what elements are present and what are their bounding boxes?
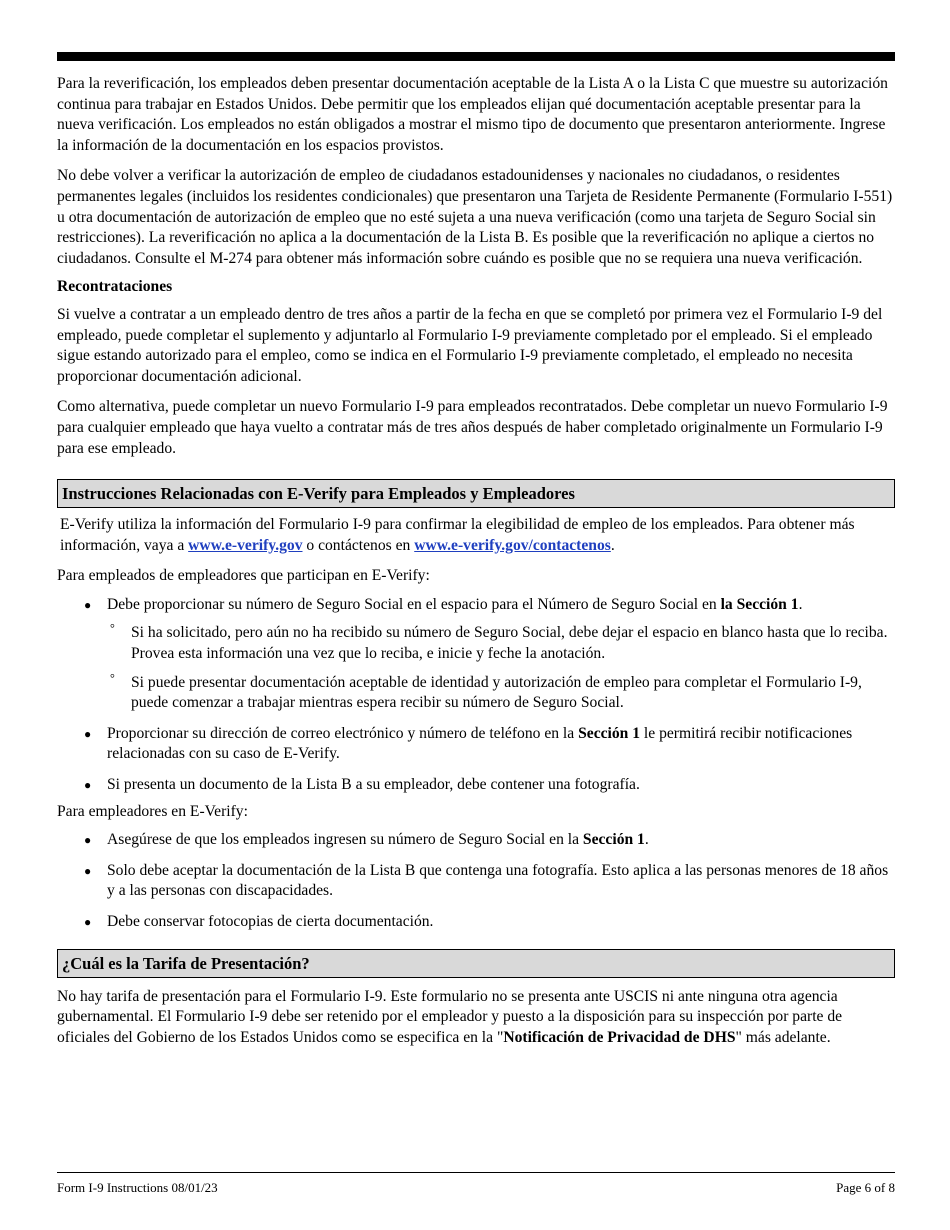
reverification-paragraph-1: Para la reverificación, los empleados deben presentar documentación aceptable de la Lista A o la Lista C que muestre su autorización continua para trabajar en Estados Unidos. Debe permitir que los empleados elijan qué documentación aceptable presentar para la nueva verificación. Los empleados no están obligados a mostrar el mismo tipo de documento que presentaron anteriormente. Ingrese la información de la documentación en los espacios provistos. <box>57 75 888 154</box>
list-item <box>57 830 895 851</box>
bullet-bold: la Sección 1 <box>720 595 799 613</box>
employees-bullet-list <box>57 595 895 796</box>
fee-text-c: " más adelante. <box>735 1028 831 1046</box>
list-item <box>57 775 895 796</box>
bullet-text-end: . <box>798 595 803 613</box>
everify-contact-link[interactable]: www.e-verify.gov/contactenos <box>414 536 611 554</box>
sub-bullet-text: Si puede presentar documentación aceptable de identidad y autorización de empleo para completar el Formulario I-9, puede comenzar a trabajar mientras espera recibir su número de Seguro Social. <box>131 673 862 712</box>
footer-page-number: Page 6 of 8 <box>836 1180 895 1195</box>
sub-bullet-list <box>107 623 895 713</box>
bullet-text-end: le permitirá recibir notificaciones relacionadas con su caso de E-Verify. <box>107 724 853 763</box>
bullet-text: Debe proporcionar su número de Seguro Social en el espacio para el Número de Seguro Social en <box>107 595 721 613</box>
employers-bullet-list <box>57 830 895 932</box>
circle-bullet-icon: ° <box>110 670 115 685</box>
circle-bullet-icon: ° <box>110 621 115 636</box>
reverification-paragraph-2: No debe volver a verificar la autorización de empleo de ciudadanos estadounidenses y nacionales no ciudadanos, o residentes permanentes legales (incluidos los residentes condicionales) que presentaron una Tarjeta de Residente Permanente (Formulario I-551) u otra documentación de autorización de empleo que no esté sujeta a una nueva verificación (como una tarjeta de Seguro Social sin restricciones). La reverificación no aplica a la documentación de la Lista B. Es posible que la reverificación no aplique a ciertos no ciudadanos. Consulte el M-274 para obtener más información sobre cuándo es posible que no se requiera una nueva verificación. <box>57 167 893 267</box>
sub-bullet-text: Si ha solicitado, pero aún no ha recibido su número de Seguro Social, debe dejar el espacio en blanco hasta que lo reciba. Provea esta información una vez que lo reciba, e inicie y feche la anotación. <box>131 624 888 663</box>
everify-intro-text-a: E-Verify utiliza la información del Formulario I-9 para confirmar la elegibilidad de empleo de los empleados. Para obtener más información, vaya a <box>60 516 855 554</box>
list-item <box>57 724 895 765</box>
employers-lead: Para empleadores en E-Verify: <box>57 802 248 820</box>
footer-form-id: Form I-9 Instructions 08/01/23 <box>57 1180 218 1195</box>
fee-section-header: ¿Cuál es la Tarifa de Presentación? <box>57 949 895 978</box>
bullet-text: Si presenta un documento de la Lista B a su empleador, debe contener una fotografía. <box>107 776 640 794</box>
sub-list-item <box>107 670 895 714</box>
fee-paragraph <box>57 987 895 1049</box>
fee-bold: Notificación de Privacidad de DHS <box>503 1028 736 1046</box>
bullet-icon: ● <box>84 833 92 848</box>
bullet-text: Solo debe aceptar la documentación de la Lista B que contenga una fotografía. Esto aplica a las personas menores de 18 años y a las personas con discapacidades. <box>107 861 889 900</box>
everify-link[interactable]: www.e-verify.gov <box>188 536 303 554</box>
bullet-bold: Sección 1 <box>578 724 641 742</box>
page-content <box>57 74 895 1048</box>
footer-rule <box>57 1172 895 1173</box>
everify-section-header: Instrucciones Relacionadas con E-Verify para Empleados y Empleadores <box>57 479 895 508</box>
bullet-bold: Sección 1 <box>582 831 645 849</box>
bullet-text: Debe conservar fotocopias de cierta documentación. <box>107 913 434 930</box>
bullet-text: Asegúrese de que los empleados ingresen su número de Seguro Social en la <box>107 831 583 849</box>
bullet-text-end: . <box>644 831 649 849</box>
list-item <box>57 861 895 902</box>
fee-text-a: No hay tarifa de presentación para el Formulario I-9. Este formulario no se presenta ante USCIS ni ante ninguna otra agencia gubernamental. El Formulario I-9 debe ser retenido por el empleador y puesto a la disposición para su inspección por parte de oficiales del Gobierno de los Estados Unidos como se especifica en la " <box>57 987 843 1046</box>
everify-intro <box>57 508 895 566</box>
everify-intro-text-c: . <box>610 536 615 554</box>
list-item <box>57 912 895 933</box>
rehires-heading: Recontrataciones <box>57 278 173 296</box>
employees-lead: Para empleados de empleadores que participan en E-Verify: <box>57 567 430 585</box>
rehires-paragraph-1: Si vuelve a contratar a un empleado dentro de tres años a partir de la fecha en que se completó por primera vez el Formulario I-9 del empleado, puede completar el suplemento y adjuntarlo al Formulario I-9 previamente completado por el empleado. Si el empleado sigue estando autorizado para el empleo, como se indica en el Formulario I-9 previamente completado, el empleado no necesita proporcionar documentación adicional. <box>57 305 883 385</box>
everify-intro-text-b: o contáctenos en <box>302 536 415 554</box>
bullet-icon: ● <box>84 597 92 612</box>
bullet-icon: ● <box>84 915 92 929</box>
bullet-text: Proporcionar su dirección de correo electrónico y número de teléfono en la <box>107 724 579 742</box>
list-item <box>57 595 895 714</box>
bullet-icon: ● <box>84 778 92 793</box>
bullet-icon: ● <box>84 863 92 878</box>
rehires-paragraph-2: Como alternativa, puede completar un nuevo Formulario I-9 para empleados recontratados. Debe completar un nuevo Formulario I-9 para cualquier empleado que haya vuelto a contratar más de tres años después de haber completado originalmente un Formulario I-9 para ese empleado. <box>57 398 888 457</box>
sub-list-item <box>107 623 895 664</box>
bullet-icon: ● <box>84 726 92 741</box>
top-rule <box>57 52 895 61</box>
